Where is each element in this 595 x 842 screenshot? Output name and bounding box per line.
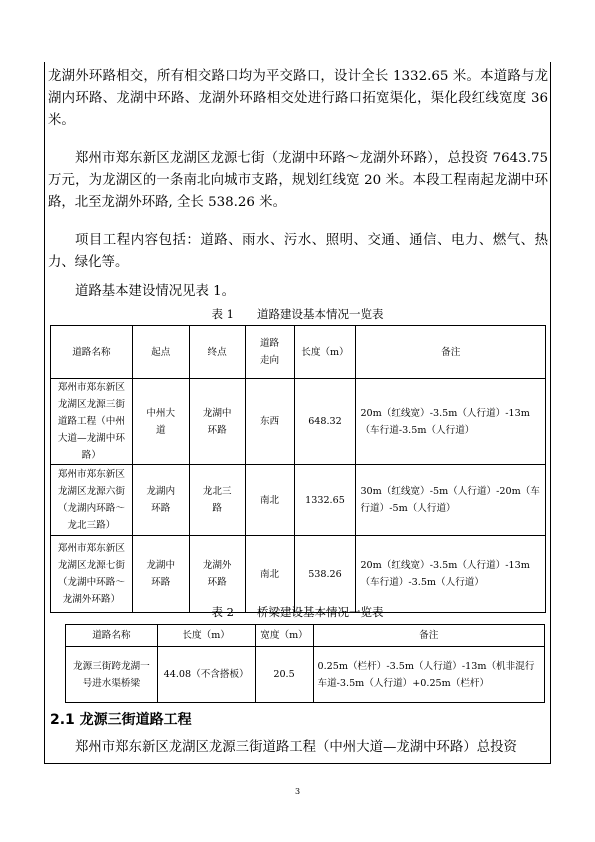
cell-remark: 20m（红线宽）-3.5m（人行道）-13m（车行道-3.5m（人行道） [356, 379, 546, 465]
header-remark: 备注 [356, 326, 546, 379]
cell-remark: 30m（红线宽）-5m（人行道）-20m（车行道）-5m（人行道） [356, 465, 546, 536]
header-start: 起点 [132, 326, 189, 379]
cell-width: 20.5 [255, 647, 313, 703]
cell-end: 龙北三路 [189, 465, 245, 536]
cell-length: 44.08（不含搭板） [157, 647, 255, 703]
header-end: 终点 [189, 326, 245, 379]
paragraph-4: 道路基本建设情况见表 1。 [75, 284, 236, 299]
header-length: 长度（m） [294, 326, 356, 379]
cell-end: 龙湖中环路 [189, 379, 245, 465]
table1-caption: 表 1 道路建设基本情况一览表 [211, 307, 384, 321]
header-road-name: 道路名称 [51, 326, 133, 379]
paragraph-3: 项目工程内容包括：道路、雨水、污水、照明、交通、通信、电力、燃气、热力、绿化等。 [48, 233, 548, 270]
cell-road-name: 龙源三街跨龙湖一号进水渠桥梁 [66, 647, 158, 703]
cell-start: 中州大道 [132, 379, 189, 465]
table-header-row [51, 326, 546, 379]
cell-start: 龙湖内环路 [132, 465, 189, 536]
cell-remark: 0.25m（栏杆）-3.5m（人行道）-13m（机非混行车道-3.5m（人行道）+0.25m（栏杆） [313, 647, 545, 703]
header-length: 长度（m） [157, 625, 255, 647]
table2-caption: 表 2 桥梁建设基本情况一览表 [211, 605, 384, 619]
road-table [50, 325, 546, 613]
cell-length: 648.32 [294, 379, 356, 465]
cell-road-name: 郑州市郑东新区龙湖区龙源六街（龙湖内环路～龙北三路） [51, 465, 133, 536]
table-row [51, 379, 546, 465]
paragraph-5: 郑州市郑东新区龙湖区龙源三街道路工程（中州大道—龙湖中环路）总投资 [75, 740, 517, 755]
cell-road-name: 郑州市郑东新区龙湖区龙源三街道路工程（中州大道—龙湖中环路） [51, 379, 133, 465]
header-remark: 备注 [313, 625, 545, 647]
cell-length: 1332.65 [294, 465, 356, 536]
paragraph-1: 龙湖外环路相交，所有相交路口均为平交路口，设计全长 1332.65 米。本道路与龙湖内环路、龙湖中环路、龙湖外环路相交处进行路口拓宽渠化，渠化段红线宽度 36 米。 [48, 69, 548, 128]
page-number: 3 [294, 787, 301, 796]
cell-direction: 东西 [245, 379, 294, 465]
header-direction: 道路走向 [245, 326, 294, 379]
cell-direction: 南北 [245, 536, 294, 613]
table-header-row [66, 625, 545, 647]
header-width: 宽度（m） [255, 625, 313, 647]
cell-length: 538.26 [294, 536, 356, 613]
table-row [51, 465, 546, 536]
cell-end: 龙湖外环路 [189, 536, 245, 613]
cell-direction: 南北 [245, 465, 294, 536]
table-row [66, 647, 545, 703]
header-road-name: 道路名称 [66, 625, 158, 647]
cell-road-name: 郑州市郑东新区龙湖区龙源七街（龙湖中环路～龙湖外环路） [51, 536, 133, 613]
section-heading: 2.1 龙源三街道路工程 [50, 712, 192, 728]
paragraph-2: 郑州市郑东新区龙湖区龙源七街（龙湖中环路～龙湖外环路），总投资 7643.75 万元，为龙湖区的一条南北向城市支路，规划红线宽 20 米。本段工程南起龙湖中环路，北至龙湖外环路, 全长 538.26 米。 [48, 151, 548, 210]
cell-start: 龙湖中环路 [132, 536, 189, 613]
cell-remark: 20m（红线宽）-3.5m（人行道）-13m（车行道）-3.5m（人行道） [356, 536, 546, 613]
bridge-table [65, 624, 545, 703]
table-row [51, 536, 546, 613]
